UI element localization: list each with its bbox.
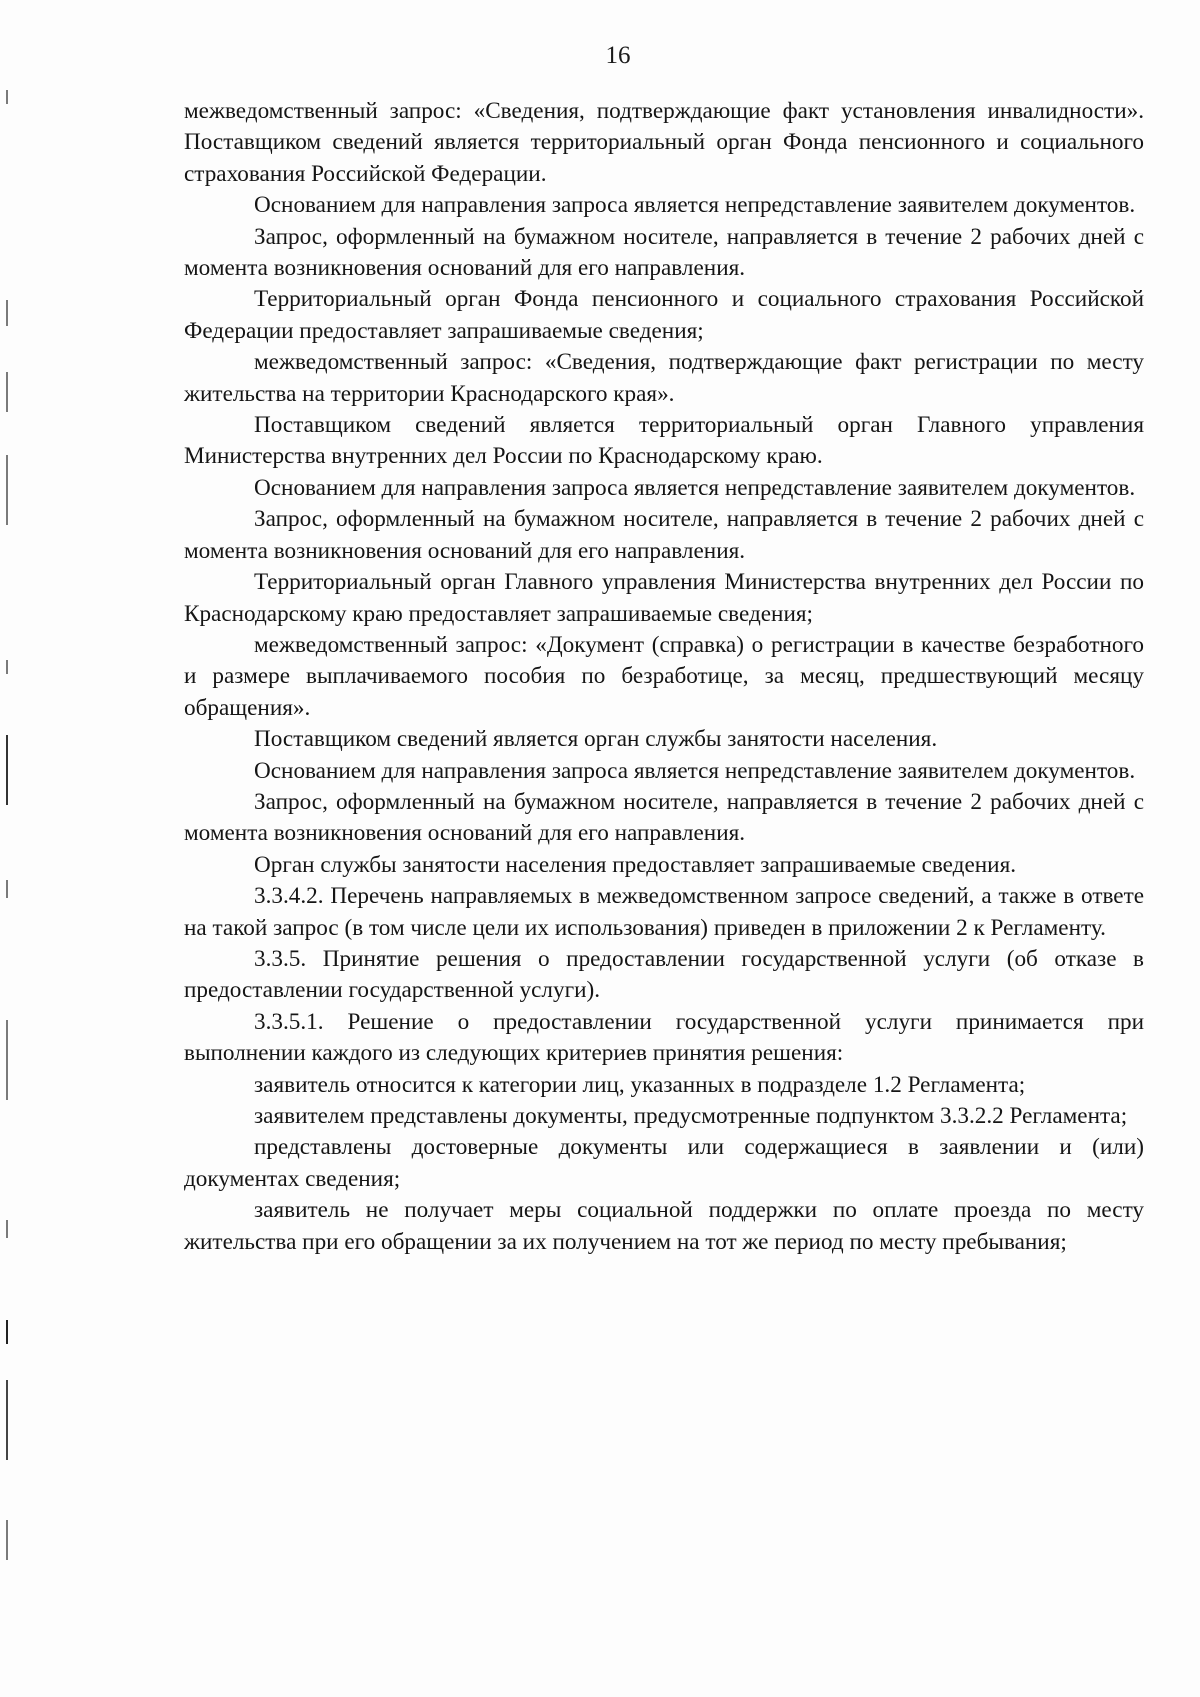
paragraph: представлены достоверные документы или содержащиеся в заявлении и (или) документах сведения;: [184, 1134, 1144, 1192]
paragraph: Поставщиком сведений является территориальный орган Главного управления Министерства внутренних дел России по Краснодарскому краю.: [184, 412, 1144, 470]
paragraph: Основанием для направления запроса является непредставление заявителем документов.: [254, 474, 1136, 501]
paragraph: Запрос, оформленный на бумажном носителе, направляется в течение 2 рабочих дней с момента возникновения оснований для его направления.: [184, 223, 1144, 282]
paragraph: Территориальный орган Главного управления Министерства внутренних дел России по Краснодарскому краю предоставляет запрашиваемые сведения;: [184, 569, 1144, 627]
document-body: [184, 96, 1144, 1258]
paragraph: Территориальный орган Фонда пенсионного и социального страхования Российской Федерации предоставляет запрашиваемые сведения;: [184, 286, 1144, 344]
paragraph: заявитель относится к категории лиц, указанных в подразделе 1.2 Регламента;: [254, 1071, 1026, 1098]
paragraph: межведомственный запрос: «Документ (справка) о регистрации в качестве безработного и размере выплачиваемого пособия по безработице, за месяц, предшествующий месяцу обращения».: [184, 631, 1144, 721]
paragraph: межведомственный запрос: «Сведения, подтверждающие факт регистрации по месту жительства на территории Краснодарского края».: [184, 349, 1144, 407]
paragraph: Орган службы занятости населения предоставляет запрашиваемые сведения.: [254, 851, 1017, 878]
paragraph: Поставщиком сведений является орган службы занятости населения.: [254, 726, 938, 753]
paragraph: межведомственный запрос: «Сведения, подтверждающие факт установления инвалидности». Поставщиком сведений является территориальный орган Фонда пенсионного и социального страхования Российской Федерации.: [184, 98, 1144, 187]
paragraph: 3.3.5.1. Решение о предоставлении государственной услуги принимается при выполнении каждого из следующих критериев принятия решения:: [184, 1008, 1144, 1067]
paragraph: заявителем представлены документы, предусмотренные подпунктом 3.3.2.2 Регламента;: [254, 1103, 1128, 1129]
paragraph: Основанием для направления запроса является непредставление заявителем документов.: [254, 192, 1136, 219]
paragraph: 3.3.5. Принятие решения о предоставлении государственной услуги (об отказе в предоставлении государственной услуги).: [184, 945, 1144, 1004]
page-number: 16: [605, 42, 631, 69]
paragraph: заявитель не получает меры социальной поддержки по оплате проезда по месту жительства при его обращении за их получением на тот же период по месту пребывания;: [184, 1197, 1144, 1255]
paragraph: Основанием для направления запроса является непредставление заявителем документов.: [254, 757, 1136, 784]
paragraph: 3.3.4.2. Перечень направляемых в межведомственном запросе сведений, а также в ответе на такой запрос (в том числе цели их использования) приведен в приложении 2 к Регламенту.: [184, 883, 1144, 941]
paragraph: Запрос, оформленный на бумажном носителе, направляется в течение 2 рабочих дней с момента возникновения оснований для его направления.: [184, 506, 1144, 564]
scan-margin-artifacts: [0, 0, 14, 1697]
paragraph: Запрос, оформленный на бумажном носителе, направляется в течение 2 рабочих дней с момента возникновения оснований для его направления.: [184, 788, 1144, 847]
